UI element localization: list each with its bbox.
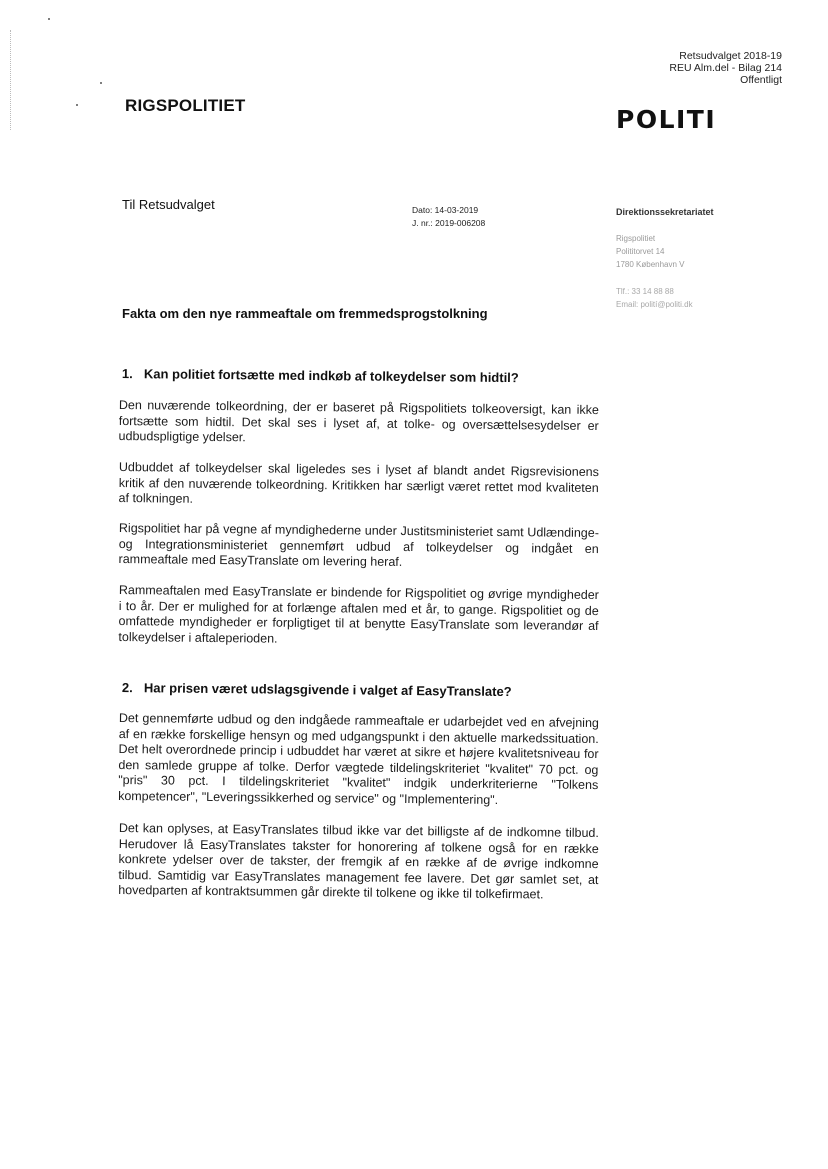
document-date: Dato: 14-03-2019 xyxy=(412,205,479,215)
section-heading xyxy=(122,680,512,699)
sender-address xyxy=(616,232,685,271)
paragraph: Det kan oplyses, at EasyTranslates tilbud ikke var det billigste af de indkomne tilbud. Herudover lå EasyTranslates takster for honorering af tolkene også for en række konkrete ydelser over de takster, der fremgik af en række af de øvrige indkomne tilbud. Samtidig var EasyTranslates management fee lavere. Det gør samlet set, at hovedparten af kontraktsummen går direkte til tolkene og ikke til tolkefirmaet. xyxy=(118,821,599,902)
sender-address-line: 1780 København V xyxy=(616,260,685,269)
journal-number: J. nr.: 2019-006208 xyxy=(412,218,486,228)
sender-address-line: Polititorvet 14 xyxy=(616,247,665,256)
section-number: 1. xyxy=(121,366,133,382)
section-heading-text: Har prisen været udslagsgivende i valget af EasyTranslate? xyxy=(143,680,512,700)
politi-logo: POLITI xyxy=(616,105,717,134)
document-title: Fakta om den nye rammeaftale om fremmedsprogstolkning xyxy=(122,306,488,321)
scan-edge-artifact xyxy=(10,30,17,130)
stamp-line-status: Offentligt xyxy=(740,74,782,86)
scan-speck xyxy=(48,18,50,20)
paragraph: Den nuværende tolkeordning, der er baseret på Rigspolitiets tolkeoversigt, kan ikke fortsætte som hidtil. Det skal ses i lyset af, at tolke- og oversættelsesydelser er udbudspligtige ydelser. xyxy=(118,398,599,445)
section-heading-text: Kan politiet fortsætte med indkøb af tolkeydelser som hidtil? xyxy=(143,366,519,386)
document-meta xyxy=(412,204,485,230)
paragraph: Rammeaftalen med EasyTranslate er bindende for Rigspolitiet og øvrige myndigheder i to år. Der er mulighed for at forlænge aftalen med et år, to gange. Rigspolitiet og de omfattede myndigheder er forpligtiget til at benytte EasyTranslate som leverandør af tolkeydelser i aftaleperioden. xyxy=(118,583,599,646)
scan-speck xyxy=(76,104,78,106)
sender-email: Email: polití@politi.dk xyxy=(616,300,693,309)
stamp-line-reference: REU Alm.del - Bilag 214 xyxy=(669,62,782,74)
scan-speck xyxy=(100,82,102,84)
sender-contact xyxy=(616,285,693,311)
document-stamp xyxy=(669,50,782,86)
rigspolitiet-logo: RIGSPOLITIET xyxy=(125,96,246,115)
stamp-line-committee: Retsudvalget 2018-19 xyxy=(679,50,782,62)
paragraph: Udbuddet af tolkeydelser skal ligeledes ses i lyset af blandt andet Rigsrevisionens kritik af den nuværende tolkeordning. Kritikken har særligt været rettet mod kvaliteten af tolkningen. xyxy=(118,460,599,506)
paragraph: Rigspolitiet har på vegne af myndighederne under Justitsministeriet samt Udlændinge- og Integrationsministeriet gennemført udbud af tolkeydelser og indgået en rammeaftale med EasyTranslate om levering heraf. xyxy=(118,521,599,569)
sender-department: Direktionssekretariatet xyxy=(616,207,714,217)
section-number: 2. xyxy=(121,680,133,696)
paragraph: Det gennemførte udbud og den indgåede rammeaftale er udarbejdet ved en afvejning af en række forskellige hensyn og med udgangspunkt i den aktuelle markedssituation. Det helt overordnede princip i udbuddet har været at sikre et højere kvalitetsniveau for den samlede gruppe af tolke. Derfor vægtede tildelingskriteriet "kvalitet" 70 pct. og "pris" 30 pct. I tildelingskriteriet "kvalitet" indgik underkriterierne "Tolkens kompetencer", "Leveringssikkerhed og service" og "Implementering". xyxy=(118,711,599,807)
sender-phone: Tlf.: 33 14 88 88 xyxy=(616,287,674,296)
section-heading xyxy=(122,366,519,385)
recipient: Til Retsudvalget xyxy=(122,197,215,212)
sender-address-line: Rigspolitiet xyxy=(616,234,656,243)
